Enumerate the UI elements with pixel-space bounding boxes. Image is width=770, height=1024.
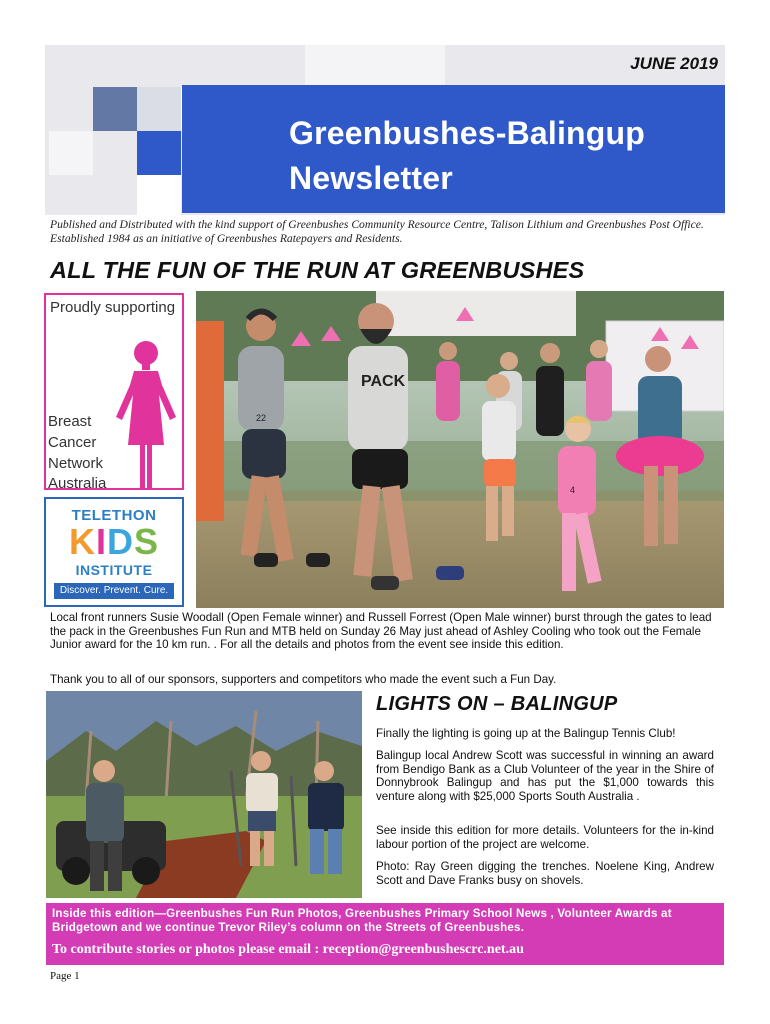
- telethon-word: TELETHON: [71, 507, 157, 524]
- newsletter-title-line1: Greenbushes-Balingup: [289, 115, 646, 151]
- masthead-decor-square: [137, 175, 181, 215]
- kids-letter: K: [68, 521, 96, 562]
- kids-letter: I: [95, 521, 107, 562]
- kids-letter: D: [107, 521, 134, 562]
- lights-on-paragraph: Finally the lighting is going up at the Balingup Tennis Club!: [376, 727, 676, 740]
- lights-on-paragraph: Photo: Ray Green digging the trenches. Noelene King, Andrew Scott and Dave Franks busy on shovels.: [376, 860, 714, 887]
- bcna-word: Cancer: [48, 434, 97, 451]
- main-headline: ALL THE FUN OF THE RUN AT GREENBUSHES: [50, 257, 585, 283]
- lights-on-heading: LIGHTS ON – BALINGUP: [376, 693, 618, 715]
- bcna-word: Breast: [48, 413, 92, 430]
- inside-edition-box: [46, 903, 724, 965]
- bcna-word: Network: [48, 455, 104, 472]
- masthead-decor-square: [49, 131, 93, 175]
- kids-letter: S: [134, 521, 160, 562]
- masthead-decor-square: [93, 87, 137, 131]
- bcna-word: Australia: [48, 475, 107, 492]
- masthead-decor-square: [137, 131, 181, 175]
- newsletter-title-line2: Newsletter: [289, 160, 453, 196]
- issue-date: JUNE 2019: [630, 54, 718, 73]
- masthead-decor-square: [137, 87, 181, 131]
- kids-word: [46, 521, 182, 563]
- bib-number: 4: [570, 485, 576, 495]
- telethon-kids-logo: [44, 497, 184, 607]
- contribute-email-link[interactable]: To contribute stories or photos please email : reception@greenbushescrc.net.au: [52, 942, 524, 957]
- thanks-note: Thank you to all of our sponsors, supporters and competitors who made the event such a Fun Day.: [50, 673, 557, 686]
- inside-edition-text: Inside this edition—Greenbushes Fun Run Photos, Greenbushes Primary School News , Volunteer Awards at Bridgetown and we continue Trevor Riley’s column on the Streets of Greenbushes.: [52, 907, 672, 934]
- telethon-tagline: Discover. Prevent. Cure.: [54, 583, 174, 599]
- institute-word: INSTITUTE: [75, 562, 153, 578]
- bib-number: 22: [256, 413, 267, 423]
- svg-text:PACK: PACK: [361, 373, 406, 390]
- balingup-trench-photo: [46, 691, 362, 898]
- lights-on-paragraph: See inside this edition for more details. Volunteers for the in-kind labour portion of the project are welcome.: [376, 824, 714, 851]
- pink-lady-icon: [96, 325, 186, 495]
- photo-caption: Local front runners Susie Woodall (Open Female winner) and Russell Forrest (Open Male winner) burst through the gates to lead the pack in the Greenbushes Fun Run and MTB held on Sunday 26 May just ahead of Ashley Cooling who took out the Female Junior award for the 10 km run. . For all the details and photos from the event see inside this edition.: [50, 611, 712, 652]
- bcna-top-text: Proudly supporting: [50, 299, 176, 316]
- page-number: Page 1: [50, 970, 80, 982]
- publisher-note: Published and Distributed with the kind support of Greenbushes Community Resource Centre, Talison Lithium and Greenbushes Post Office. Established 1984 as an initiative of Greenbushes Ratepayers and Residents.: [50, 218, 704, 245]
- fun-run-photo: [196, 291, 724, 608]
- bcna-logo: [44, 293, 184, 490]
- lights-on-paragraph: Balingup local Andrew Scott was successful in winning an award from Bendigo Bank as a Club Volunteer of the year in the Shire of Donnybrook Balingup and has put the $1,000 towards this venture along with $25,000 Sports South Australia .: [376, 749, 714, 803]
- masthead-decor-square: [305, 45, 445, 85]
